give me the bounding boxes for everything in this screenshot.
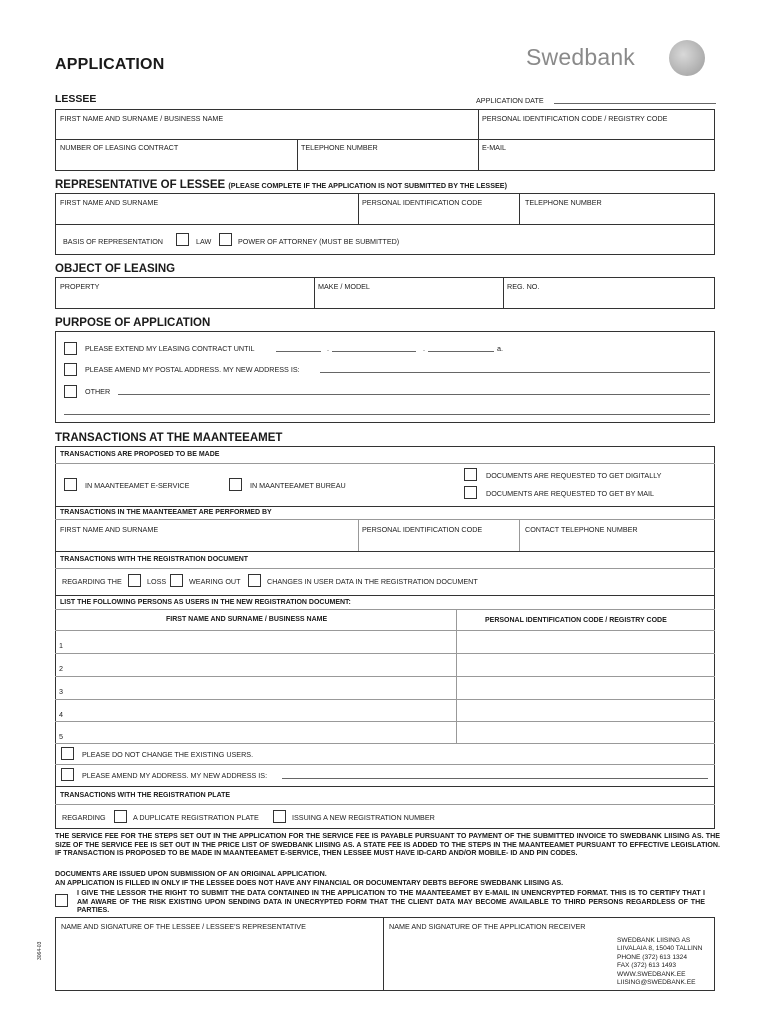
- table-row[interactable]: 1: [59, 641, 63, 650]
- divider: [358, 519, 359, 551]
- no-change-label: PLEASE DO NOT CHANGE THE EXISTING USERS.: [82, 750, 254, 759]
- debt-note: AN APPLICATION IS FILLED IN ONLY IF THE LESSEE DOES NOT HAVE ANY FINANCIAL OR DOCUMENTARY DEBTS BEFORE SWEDBANK LIISING AS.: [55, 879, 564, 887]
- brand-logo: [526, 40, 711, 76]
- form-code: 3064-03: [37, 941, 43, 960]
- date-dot: .: [327, 344, 329, 353]
- divider: [55, 463, 715, 464]
- purpose-heading: PURPOSE OF APPLICATION: [55, 317, 211, 329]
- table-row[interactable]: 5: [59, 732, 63, 741]
- wearing-checkbox[interactable]: [170, 574, 183, 587]
- issued-note: DOCUMENTS ARE ISSUED UPON SUBMISSION OF AN ORIGINAL APPLICATION.: [55, 870, 327, 878]
- basis-label: BASIS OF REPRESENTATION: [63, 237, 163, 246]
- consent-checkbox[interactable]: [55, 894, 68, 907]
- divider: [503, 277, 504, 309]
- contract-number-field[interactable]: NUMBER OF LEASING CONTRACT: [60, 143, 179, 152]
- extend-month-field[interactable]: [332, 351, 416, 352]
- list-users-label: LIST THE FOLLOWING PERSONS AS USERS IN THE NEW REGISTRATION DOCUMENT:: [60, 599, 351, 606]
- eservice-checkbox[interactable]: [64, 478, 77, 491]
- changes-checkbox[interactable]: [248, 574, 261, 587]
- divider: [55, 786, 715, 787]
- reg-doc-label: TRANSACTIONS WITH THE REGISTRATION DOCUMENT: [60, 556, 249, 563]
- address-line: LIISING@SWEDBANK.EE: [617, 979, 696, 987]
- proposed-label: TRANSACTIONS ARE PROPOSED TO BE MADE: [60, 451, 220, 458]
- poa-label: POWER OF ATTORNEY (MUST BE SUBMITTED): [238, 237, 400, 246]
- divider: [55, 676, 715, 677]
- divider: [55, 551, 715, 552]
- plate-label: TRANSACTIONS WITH THE REGISTRATION PLATE: [60, 792, 231, 799]
- new-address-field[interactable]: [320, 372, 710, 373]
- loss-label: LOSS: [147, 577, 167, 586]
- amend-postal-label: PLEASE AMEND MY POSTAL ADDRESS. MY NEW ADDRESS IS:: [85, 365, 300, 374]
- col-name-header: FIRST NAME AND SURNAME / BUSINESS NAME: [166, 616, 328, 623]
- fee-note: THE SERVICE FEE FOR THE STEPS SET OUT IN THE APPLICATION FOR THE SERVICE FEE IS PAYABLE PURSUANT TO PAYMENT OF THE SUBMITTED INVOICE TO SWEDBANK LIISING AS. THE SIZE OF THE SERVICE FEE IS SET OUT IN THE PRICE LIST OF SWEDBANK LIISING AS. A STATE FEE IS ADDED TO THE STEPS IN THE MAANTEEAMET PURSUANT TO EFFECTIVE LEGISLATION. IF TRANSACTION IS PROPOSED TO BE MADE IN MAANTEEAMET E-SERVICE, THEN LESSEE MUST HAVE ID-CARD AND/OR MOBILE- ID AND PIN CODES.: [55, 832, 720, 858]
- object-box: [55, 277, 715, 309]
- brand-name: Swedbank: [526, 44, 636, 70]
- new-number-checkbox[interactable]: [273, 810, 286, 823]
- divider: [519, 193, 520, 224]
- property-field[interactable]: PROPERTY: [60, 282, 100, 291]
- rep-phone-field[interactable]: TELEPHONE NUMBER: [525, 198, 602, 207]
- law-checkbox[interactable]: [176, 233, 189, 246]
- consent-text: I GIVE THE LESSOR THE RIGHT TO SUBMIT THE DATA CONTAINED IN THE APPLICATION TO THE MAANTEEAMET BY E-MAIL IN UNENCRYPTED FORMAT. THIS IS TO CERTIFY THAT I AM AWARE OF THE RISK EXISTING UPON SENDING DATA IN UNECRYPTED FORM THAT THE CLIENT DATA MAY BECOME AVAILABLE TO THIRD PERSONS REGARDLESS OF THE PARTIES.: [77, 889, 705, 915]
- performer-name-field[interactable]: FIRST NAME AND SURNAME: [60, 525, 159, 534]
- extend-day-field[interactable]: [276, 351, 321, 352]
- receiver-signature-field[interactable]: NAME AND SIGNATURE OF THE APPLICATION RECEIVER: [389, 922, 586, 931]
- amend-address-label: PLEASE AMEND MY ADDRESS. MY NEW ADDRESS IS:: [82, 771, 268, 780]
- regarding-label: REGARDING THE: [62, 577, 122, 586]
- divider: [55, 804, 715, 805]
- divider: [297, 139, 298, 171]
- divider: [55, 139, 715, 140]
- eservice-label: IN MAANTEEAMET E-SERVICE: [85, 481, 190, 490]
- lessee-id-field[interactable]: PERSONAL IDENTIFICATION CODE / REGISTRY CODE: [482, 114, 668, 123]
- make-model-field[interactable]: MAKE / MODEL: [318, 282, 370, 291]
- lessee-name-field[interactable]: FIRST NAME AND SURNAME / BUSINESS NAME: [60, 114, 224, 123]
- divider: [519, 519, 520, 551]
- poa-checkbox[interactable]: [219, 233, 232, 246]
- divider: [55, 224, 715, 225]
- other-field-line-2[interactable]: [64, 414, 710, 415]
- other-checkbox[interactable]: [64, 385, 77, 398]
- application-date-label: APPLICATION DATE: [476, 96, 544, 105]
- digital-checkbox[interactable]: [464, 468, 477, 481]
- application-date-field[interactable]: [554, 103, 716, 104]
- transactions-heading: TRANSACTIONS AT THE MAANTEEAMET: [55, 432, 283, 444]
- rep-name-field[interactable]: FIRST NAME AND SURNAME: [60, 198, 159, 207]
- amend-postal-checkbox[interactable]: [64, 363, 77, 376]
- divider: [383, 917, 384, 991]
- lessee-signature-field[interactable]: NAME AND SIGNATURE OF THE LESSEE / LESSEE'S REPRESENTATIVE: [61, 922, 306, 931]
- performer-id-field[interactable]: PERSONAL IDENTIFICATION CODE: [362, 525, 483, 534]
- divider: [55, 609, 715, 610]
- address-line: LIIVALAIA 8, 15040 TALLINN: [617, 945, 703, 953]
- extend-year-field[interactable]: [428, 351, 494, 352]
- divider: [55, 506, 715, 507]
- divider: [55, 653, 715, 654]
- divider: [55, 764, 715, 765]
- address-line: PHONE (372) 613 1324: [617, 953, 688, 961]
- reg-no-field[interactable]: REG. NO.: [507, 282, 540, 291]
- divider: [55, 743, 715, 744]
- oak-tree-icon: [669, 40, 705, 76]
- rep-id-field[interactable]: PERSONAL IDENTIFICATION CODE: [362, 198, 483, 207]
- duplicate-plate-checkbox[interactable]: [114, 810, 127, 823]
- table-row[interactable]: 2: [59, 664, 63, 673]
- no-change-checkbox[interactable]: [61, 747, 74, 760]
- mail-checkbox[interactable]: [464, 486, 477, 499]
- new-number-label: ISSUING A NEW REGISTRATION NUMBER: [292, 813, 435, 822]
- address-line: FAX (372) 613 1493: [617, 962, 677, 970]
- company-address: [617, 937, 702, 987]
- divider: [55, 721, 715, 722]
- rep-heading: [55, 179, 507, 191]
- extend-checkbox[interactable]: [64, 342, 77, 355]
- digital-label: DOCUMENTS ARE REQUESTED TO GET DIGITALLY: [486, 471, 662, 480]
- address-line: SWEDBANK LIISING AS: [617, 937, 691, 944]
- lessee-phone-field[interactable]: TELEPHONE NUMBER: [301, 143, 378, 152]
- duplicate-plate-label: A DUPLICATE REGISTRATION PLATE: [133, 813, 259, 822]
- divider: [55, 568, 715, 569]
- page-title: APPLICATION: [55, 56, 165, 73]
- lessee-heading: LESSEE: [55, 93, 97, 105]
- year-suffix: a.: [497, 344, 503, 353]
- amend-address-checkbox[interactable]: [61, 768, 74, 781]
- bureau-checkbox[interactable]: [229, 478, 242, 491]
- rep-note: (PLEASE COMPLETE IF THE APPLICATION IS NOT SUBMITTED BY THE LESSEE): [228, 181, 507, 190]
- plate-regarding-label: REGARDING: [62, 813, 106, 822]
- divider: [55, 699, 715, 700]
- divider: [358, 193, 359, 224]
- divider: [55, 595, 715, 596]
- law-label: LAW: [196, 237, 212, 246]
- other-label: OTHER: [85, 387, 111, 396]
- user-new-address-field[interactable]: [282, 778, 708, 779]
- performed-label: TRANSACTIONS IN THE MAANTEEAMET ARE PERFORMED BY: [60, 509, 272, 516]
- table-row[interactable]: 3: [59, 687, 63, 696]
- rep-heading-text: REPRESENTATIVE OF LESSEE: [55, 179, 226, 191]
- divider: [55, 519, 715, 520]
- mail-label: DOCUMENTS ARE REQUESTED TO GET BY MAIL: [486, 489, 655, 498]
- divider: [314, 277, 315, 309]
- col-id-header: PERSONAL IDENTIFICATION CODE / REGISTRY CODE: [485, 617, 667, 624]
- object-heading: OBJECT OF LEASING: [55, 263, 176, 275]
- performer-phone-field[interactable]: CONTACT TELEPHONE NUMBER: [525, 525, 638, 534]
- lessee-email-field[interactable]: E-MAIL: [482, 143, 506, 152]
- bureau-label: IN MAANTEEAMET BUREAU: [250, 481, 346, 490]
- changes-label: CHANGES IN USER DATA IN THE REGISTRATION DOCUMENT: [267, 577, 478, 586]
- divider: [478, 109, 479, 171]
- divider: [55, 630, 715, 631]
- address-line: WWW.SWEDBANK.EE: [617, 970, 686, 978]
- table-row[interactable]: 4: [59, 710, 63, 719]
- extend-label: PLEASE EXTEND MY LEASING CONTRACT UNTIL: [85, 344, 255, 353]
- wearing-label: WEARING OUT: [189, 577, 241, 586]
- loss-checkbox[interactable]: [128, 574, 141, 587]
- other-field[interactable]: [118, 394, 710, 395]
- date-dot: .: [423, 344, 425, 353]
